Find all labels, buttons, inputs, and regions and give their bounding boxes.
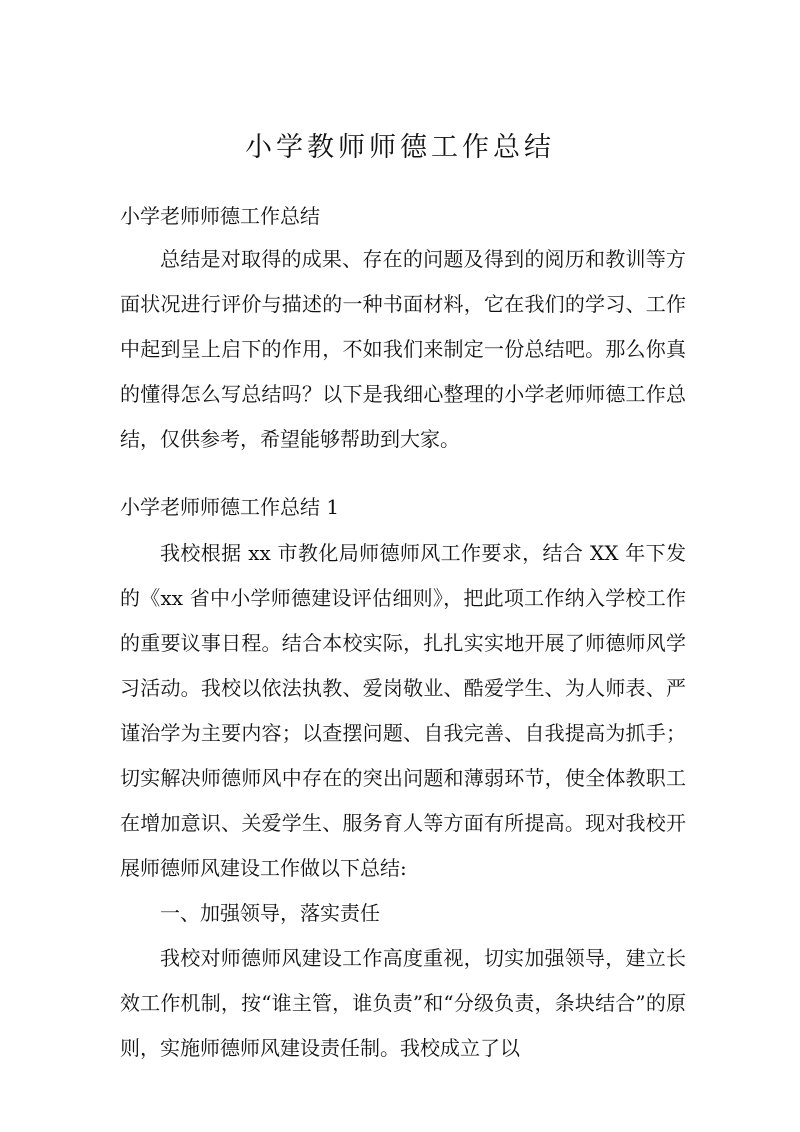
- section-body: [120, 531, 686, 1071]
- body-paragraph-2: 我校对师德师风建设工作高度重视，切实加强领导，建立长效工作机制，按“谁主管，谁负责”和“分级负责，条块结合”的原则，实施师德师风建设责任制。我校成立了以: [120, 946, 686, 1060]
- section-heading: 小学老师师德工作总结 1: [120, 495, 340, 519]
- body-subheading-1: 一、加强领导，落实责任: [160, 901, 380, 925]
- body-paragraph-1: 我校根据 xx 市教化局师德师风工作要求，结合 XX 年下发的《xx 省中小学师德建设评估细则》，把此项工作纳入学校工作的重要议事日程。结合本校实际，扎扎实实地开展了师德师风学习活动。我校以依法执教、爱岗敬业、酷爱学生、为人师表、严谨治学为主要内容；以查摆问题、自我完善、自我提高为抓手；切实解决师德师风中存在的突出问题和薄弱环节，使全体教职工在增加意识、关爱学生、服务育人等方面有所提高。现对我校开展师德师风建设工作做以下总结:: [120, 541, 686, 880]
- intro-paragraph: 总结是对取得的成果、存在的问题及得到的阅历和教训等方面状况进行评价与描述的一种书面材料，它在我们的学习、工作中起到呈上启下的作用，不如我们来制定一份总结吧。那么你真的懂得怎么写总结吗？以下是我细心整理的小学老师师德工作总结，仅供参考，希望能够帮助到大家。: [120, 247, 686, 451]
- document-subtitle: 小学老师师德工作总结: [120, 204, 320, 228]
- document-title: 小学教师师德工作总结: [245, 132, 555, 163]
